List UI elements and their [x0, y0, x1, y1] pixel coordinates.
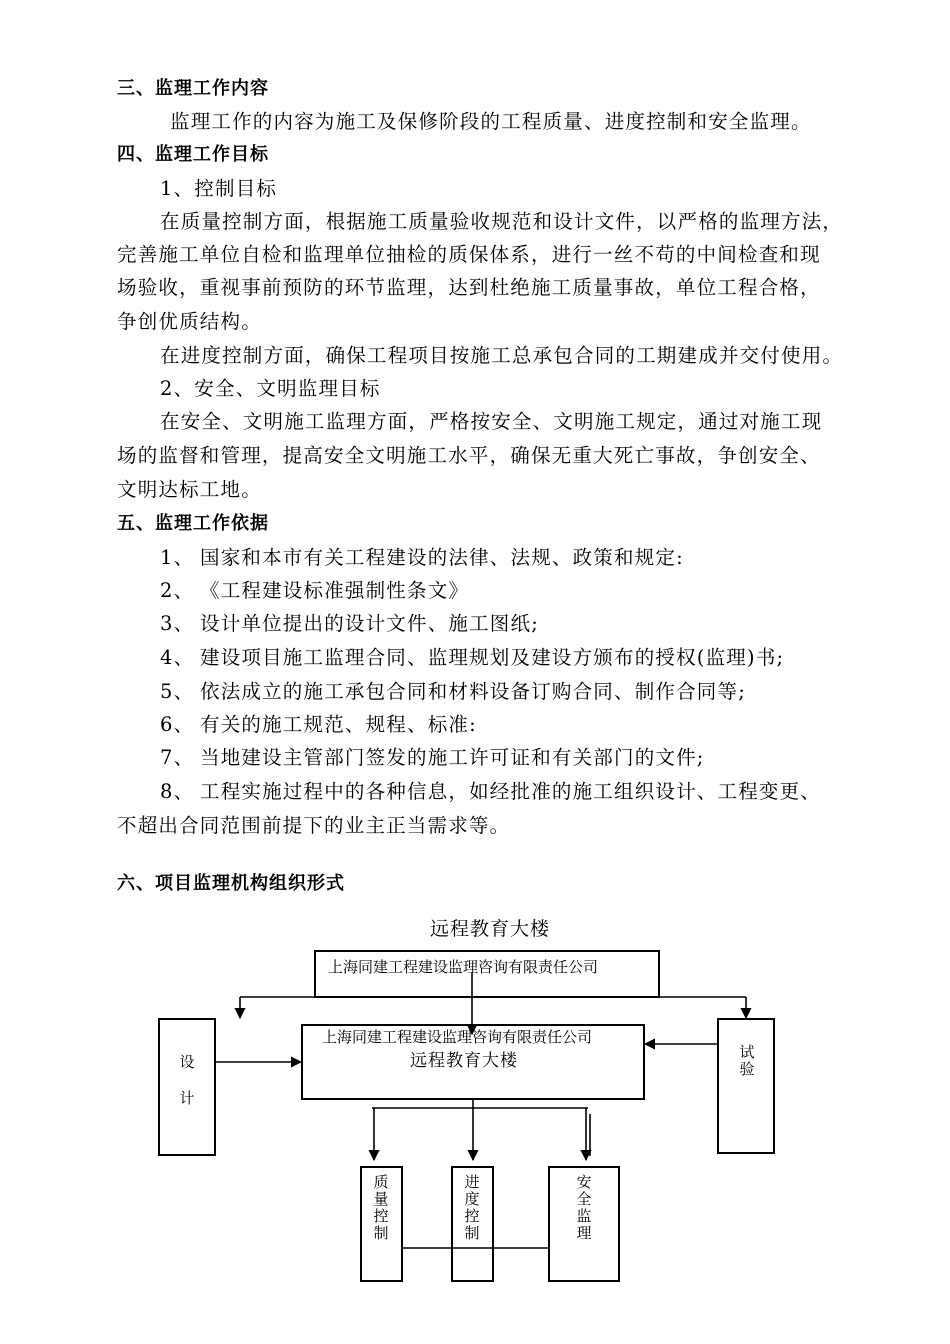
section-5-title: 五、监理工作依据	[117, 513, 269, 534]
section-3-title: 三、监理工作内容	[117, 78, 269, 99]
progress-control-label: 进度控制	[464, 1173, 480, 1242]
test-label: 试验	[739, 1043, 755, 1078]
item-number: 3、	[160, 612, 195, 635]
item-text: 国家和本市有关工程建设的法律、法规、政策和规定:	[200, 546, 684, 569]
item-number: 8、	[160, 780, 195, 803]
section-4-paragraph-3-line-3: 文明达标工地。	[117, 478, 262, 501]
design-label: 设计	[179, 1053, 195, 1107]
item-number: 7、	[160, 746, 195, 769]
item-number: 2、	[160, 579, 195, 602]
item-text: 有关的施工规范、规程、标准:	[200, 713, 477, 736]
quality-control-label: 质量控制	[373, 1173, 389, 1242]
section-3-paragraph: 监理工作的内容为施工及保修阶段的工程质量、进度控制和安全监理。	[170, 110, 812, 133]
item-text: 当地建设主管部门签发的施工许可证和有关部门的文件;	[200, 746, 705, 769]
section-4-paragraph-2: 在进度控制方面，确保工程项目按施工总承包合同的工期建成并交付使用。	[160, 344, 844, 367]
top-company-label: 上海同建工程建设监理咨询有限责任公司	[328, 958, 599, 976]
center-box-project-label: 远程教育大楼	[410, 1051, 518, 1071]
section-4-paragraph-1-line-3: 场验收，重视事前预防的环节监理，达到杜绝施工质量事故，单位工程合格，	[117, 276, 821, 299]
section-4-subtitle-1: 1、控制目标	[160, 177, 278, 200]
item-text: 设计单位提出的设计文件、施工图纸;	[200, 612, 539, 635]
section-4-paragraph-1-line-1: 在质量控制方面，根据施工质量验收规范和设计文件，以严格的监理方法，	[160, 210, 844, 233]
section-4-subtitle-2: 2、安全、文明监理目标	[160, 377, 381, 400]
item-number: 4、	[160, 646, 195, 669]
basis-item-8-continuation: 不超出合同范围前提下的业主正当需求等。	[117, 814, 511, 837]
item-number: 1、	[160, 546, 195, 569]
item-number: 6、	[160, 713, 195, 736]
item-number: 5、	[160, 680, 195, 703]
org-chart-title: 远程教育大楼	[430, 918, 551, 940]
item-text: 依法成立的施工承包合同和材料设备订购合同、制作合同等;	[200, 680, 746, 703]
section-4-paragraph-3-line-1: 在安全、文明施工监理方面，严格按安全、文明施工规定，通过对施工现	[160, 410, 823, 433]
item-text: 建设项目施工监理合同、监理规划及建设方颁布的授权(监理)书;	[200, 646, 785, 669]
section-4-paragraph-3-line-2: 场的监督和管理，提高安全文明施工水平，确保无重大死亡事故，争创安全、	[117, 444, 821, 467]
section-4-title: 四、监理工作目标	[117, 144, 269, 165]
safety-supervision-label: 安全监理	[576, 1173, 592, 1242]
center-box-company-label: 上海同建工程建设监理咨询有限责任公司	[322, 1028, 593, 1046]
section-6-title: 六、项目监理机构组织形式	[117, 873, 345, 894]
item-text: 工程实施过程中的各种信息，如经批准的施工组织设计、工程变更、	[200, 780, 822, 803]
section-4-paragraph-1-line-2: 完善施工单位自检和监理单位抽检的质保体系，进行一丝不苟的中间检查和现	[117, 243, 821, 266]
section-4-paragraph-1-line-4: 争创优质结构。	[117, 310, 262, 333]
item-text: 《工程建设标准强制性条文》	[200, 579, 470, 602]
